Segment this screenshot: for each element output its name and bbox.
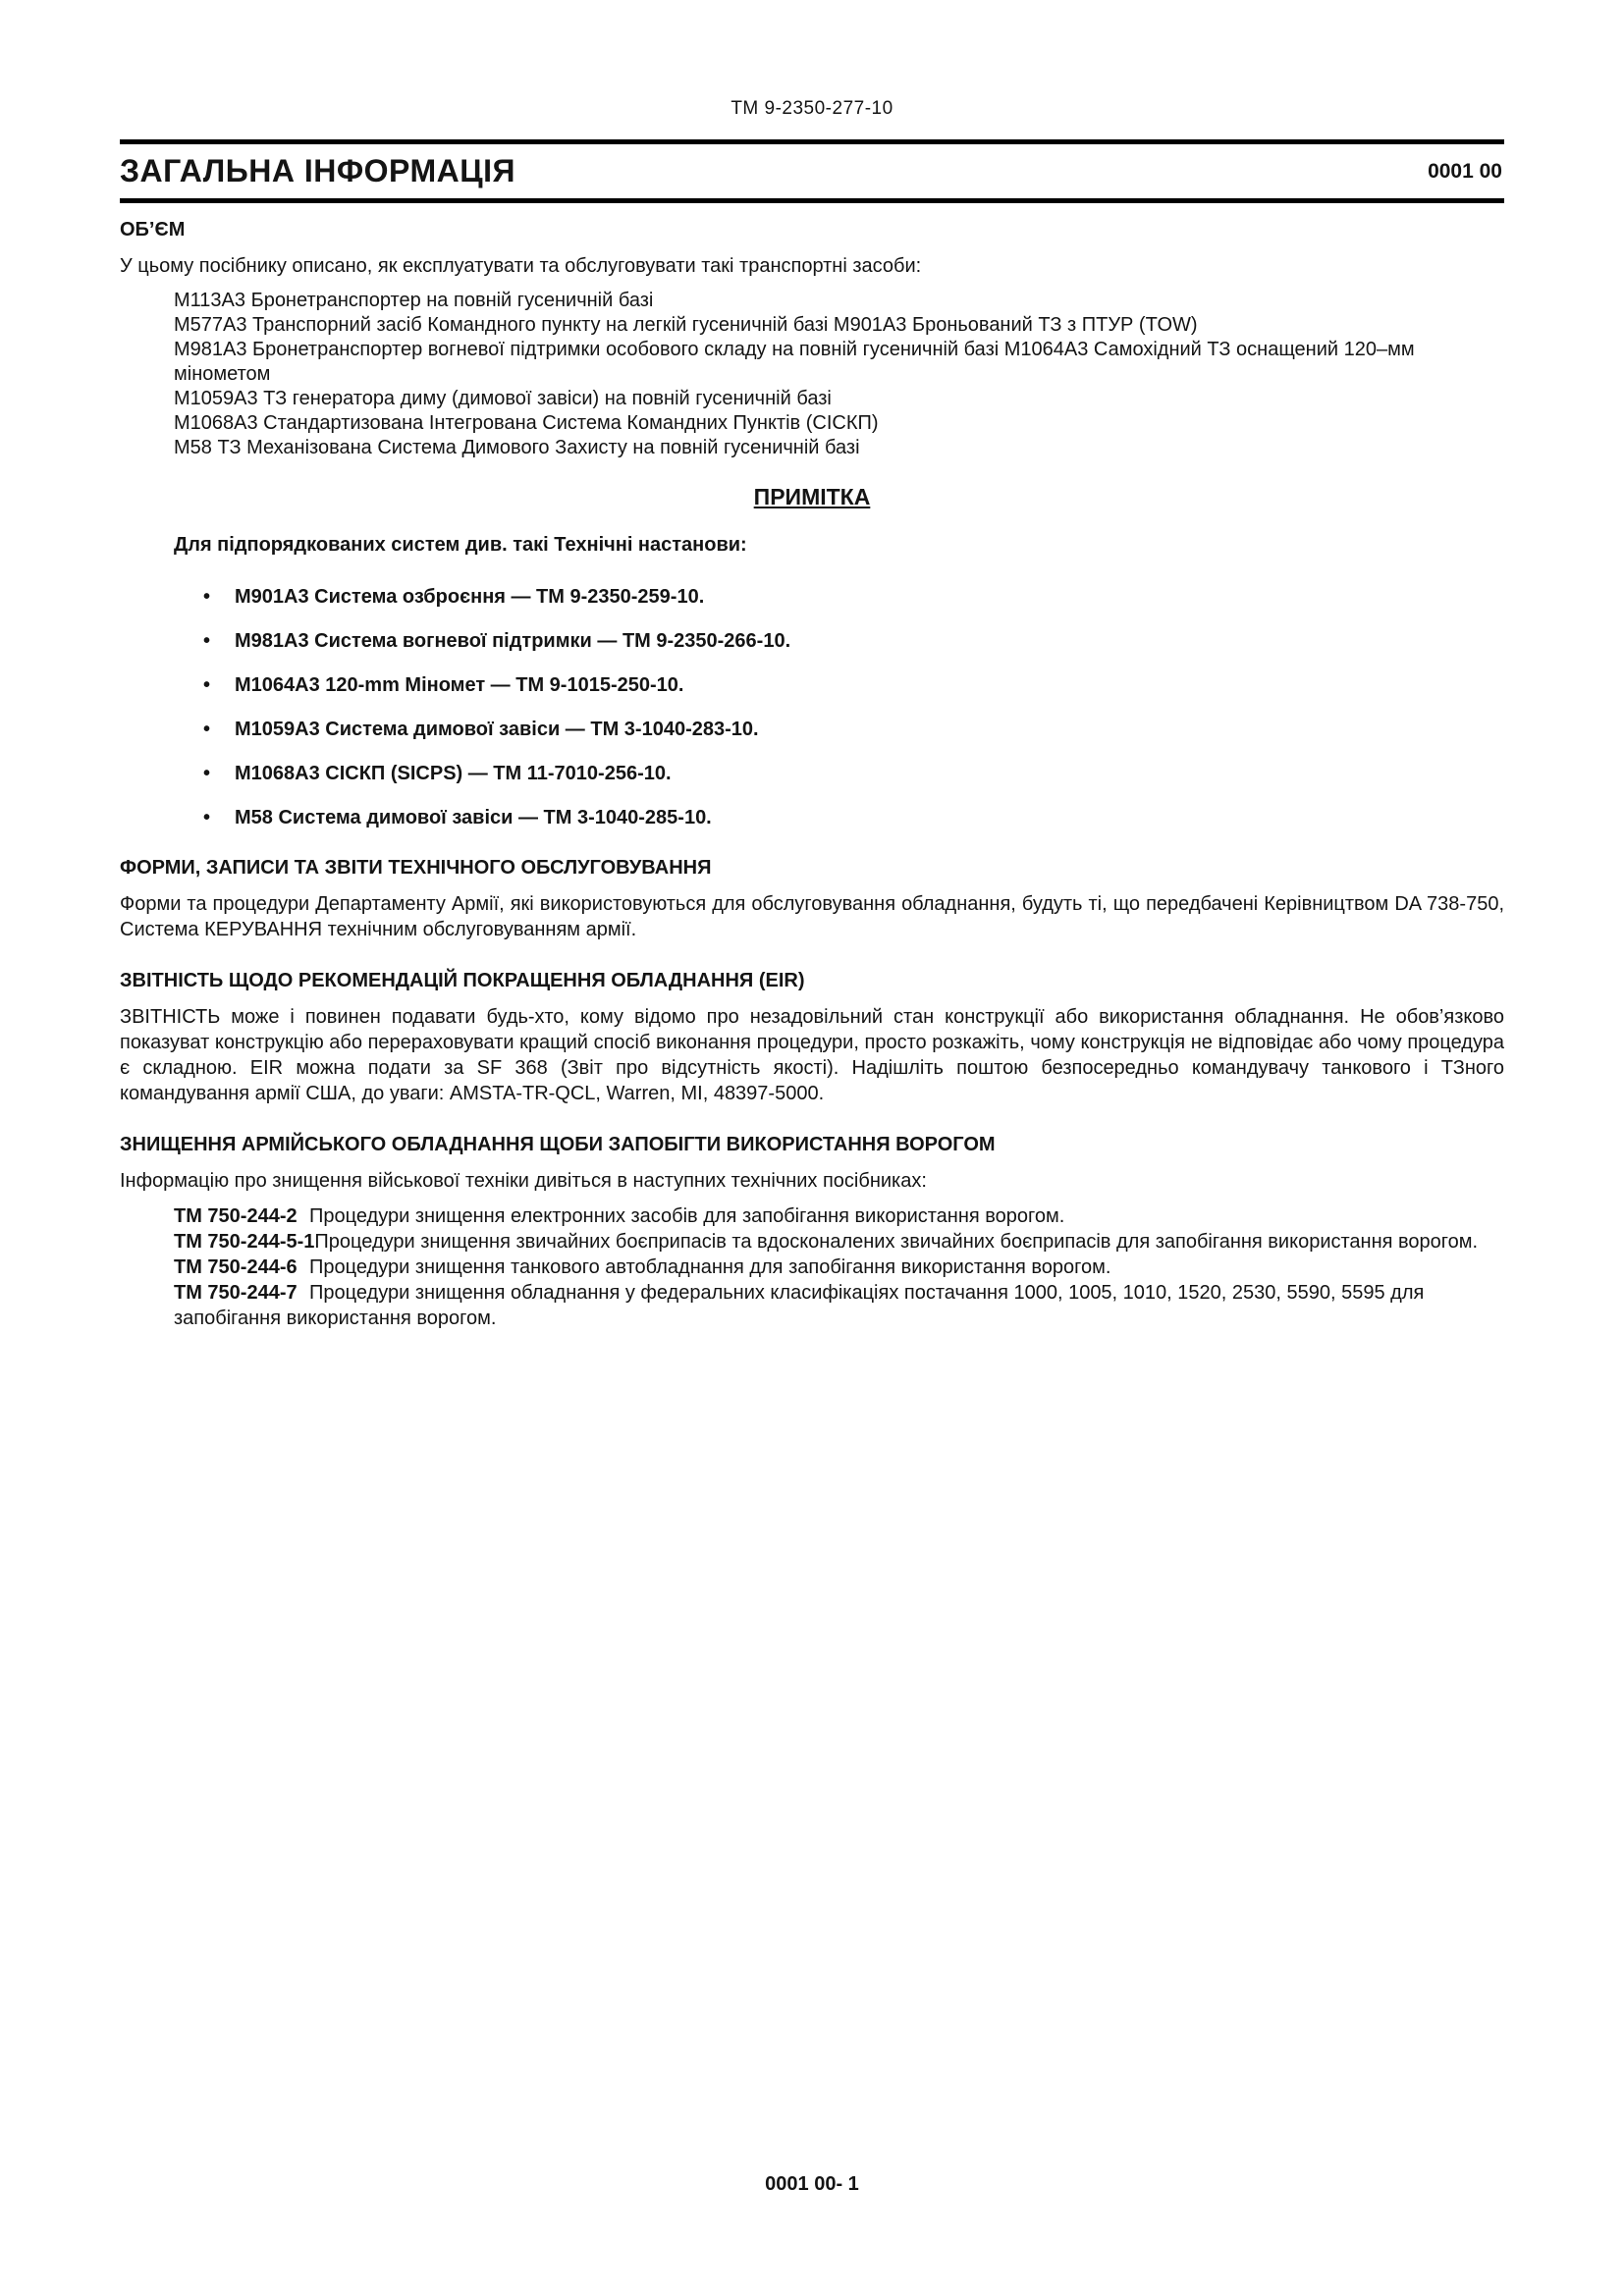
note-lead: Для підпорядкованих систем див. такі Технічні настанови: (174, 534, 747, 556)
bullet-icon (203, 630, 235, 653)
section-heading-eir: ЗВІТНІСТЬ ЩОДО РЕКОМЕНДАЦІЙ ПОКРАЩЕННЯ ОБЛАДНАННЯ (EIR) (120, 970, 805, 991)
list-item-text: М1059А3 Система димової завіси — ТМ 3-1040-283-10. (235, 719, 759, 740)
destruction-intro: Інформацію про знищення військової техніки дивіться в наступних технічних посібниках: (120, 1170, 927, 1192)
bullet-icon (203, 807, 235, 829)
manual-number: ТМ 750-244-7 (174, 1282, 298, 1304)
scope-intro: У цьому посібнику описано, як експлуатувати та обслуговувати такі транспортні засоби: (120, 255, 922, 277)
manual-number: ТМ 750-244-6 (174, 1256, 298, 1278)
vehicle-item: М1059А3 ТЗ генератора диму (димової завіси) на повній гусеничній базі (174, 388, 832, 409)
note-heading: ПРИМІТКА (753, 484, 871, 509)
list-item-text: М901А3 Система озброєння — ТМ 9-2350-259-10. (235, 586, 705, 608)
title-bar (120, 139, 1504, 203)
document-header: ТМ 9-2350-277-10 (731, 98, 893, 119)
bullet-icon (203, 586, 235, 609)
manual-row (174, 1229, 1504, 1255)
vehicle-item: М1068А3 Стандартизована Інтегрована Система Командних Пунктів (СІСКП) (174, 412, 879, 434)
bullet-icon (203, 763, 235, 785)
list-item (203, 586, 1504, 609)
section-heading-scope: ОБ’ЄМ (120, 219, 186, 240)
bullet-icon (203, 674, 235, 697)
manual-row (174, 1203, 1504, 1229)
list-item (203, 719, 1504, 741)
manual-row (174, 1255, 1504, 1280)
eir-body: ЗВІТНІСТЬ може і повинен подавати будь-хто, кому відомо про незадовільний стан конструкції або використання обладнання. Не обов’язково показуват конструкцію або перераховувати кращий спосіб виконання процедури, просто розкажіть, чому конструкція не відповідає або чому процедура є складною. EIR можна подати за SF 368 (Звіт про відсутність якості). Надішліть поштою безпосередньо командувачу танкового і ТЗного командування армії США, до уваги: AMSTA-TR-QCL, Warren, MI, 48397-5000. (120, 1006, 1504, 1104)
destruction-manuals-list (174, 1203, 1504, 1331)
list-item (203, 763, 1504, 785)
page-footer: 0001 00- 1 (765, 2173, 859, 2195)
forms-body: Форми та процедури Департаменту Армії, які використовуються для обслуговування обладнання, будуть ті, що передбачені Керівництвом DA 738-750, Система КЕРУВАННЯ технічним обслуговуванням армії. (120, 893, 1504, 940)
vehicle-item: М113А3 Бронетранспортер на повній гусеничній базі (174, 290, 654, 311)
vehicle-item: М58 ТЗ Механізована Система Димового Захисту на повній гусеничній базі (174, 437, 860, 458)
list-item-text: М981А3 Система вогневої підтримки — ТМ 9-2350-266-10. (235, 630, 791, 652)
page-title: ЗАГАЛЬНА ІНФОРМАЦІЯ (120, 153, 515, 188)
vehicle-list (174, 289, 1504, 460)
work-package-number: 0001 00 (1428, 159, 1502, 183)
manual-row (174, 1280, 1504, 1331)
manual-description: Процедури знищення звичайних боєприпасів та вдосконалених звичайних боєприпасів для запобігання використання ворогом. (314, 1231, 1479, 1253)
list-item (203, 807, 1504, 829)
list-item (203, 630, 1504, 653)
vehicle-item: М577А3 Транспорний засіб Командного пункту на легкій гусеничній базі М901А3 Броньований ТЗ з ПТУР (TOW) (174, 314, 1198, 336)
list-item-text: М1068А3 СІСКП (SICPS) — ТМ 11-7010-256-10. (235, 763, 672, 784)
bullet-icon (203, 719, 235, 741)
section-heading-forms: ФОРМИ, ЗАПИСИ ТА ЗВІТИ ТЕХНІЧНОГО ОБСЛУГОВУВАННЯ (120, 857, 712, 879)
manual-number: ТМ 750-244-5-1 (174, 1231, 315, 1253)
list-item-text: М58 Система димової завіси — ТМ 3-1040-285-10. (235, 807, 712, 828)
manual-description: Процедури знищення обладнання у федеральних класифікаціях постачання 1000, 1005, 1010, 1520, 2530, 5590, 5595 для запобігання використання ворогом. (174, 1282, 1425, 1329)
list-item-text: М1064А3 120-mm Міномет — ТМ 9-1015-250-10. (235, 674, 684, 696)
subordinate-manuals-list (203, 586, 1504, 829)
list-item (203, 674, 1504, 697)
vehicle-item: М981А3 Бронетранспортер вогневої підтримки особового складу на повній гусеничній базі М1064А3 Самохідний ТЗ оснащений 120–мм мінометом (174, 339, 1415, 385)
manual-description: Процедури знищення електронних засобів для запобігання використання ворогом. (309, 1205, 1065, 1227)
section-heading-destruction: ЗНИЩЕННЯ АРМІЙСЬКОГО ОБЛАДНАННЯ ЩОБИ ЗАПОБІГТИ ВИКОРИСТАННЯ ВОРОГОМ (120, 1134, 996, 1155)
manual-number: ТМ 750-244-2 (174, 1205, 298, 1227)
manual-description: Процедури знищення танкового автобладнання для запобігання використання ворогом. (309, 1256, 1111, 1278)
